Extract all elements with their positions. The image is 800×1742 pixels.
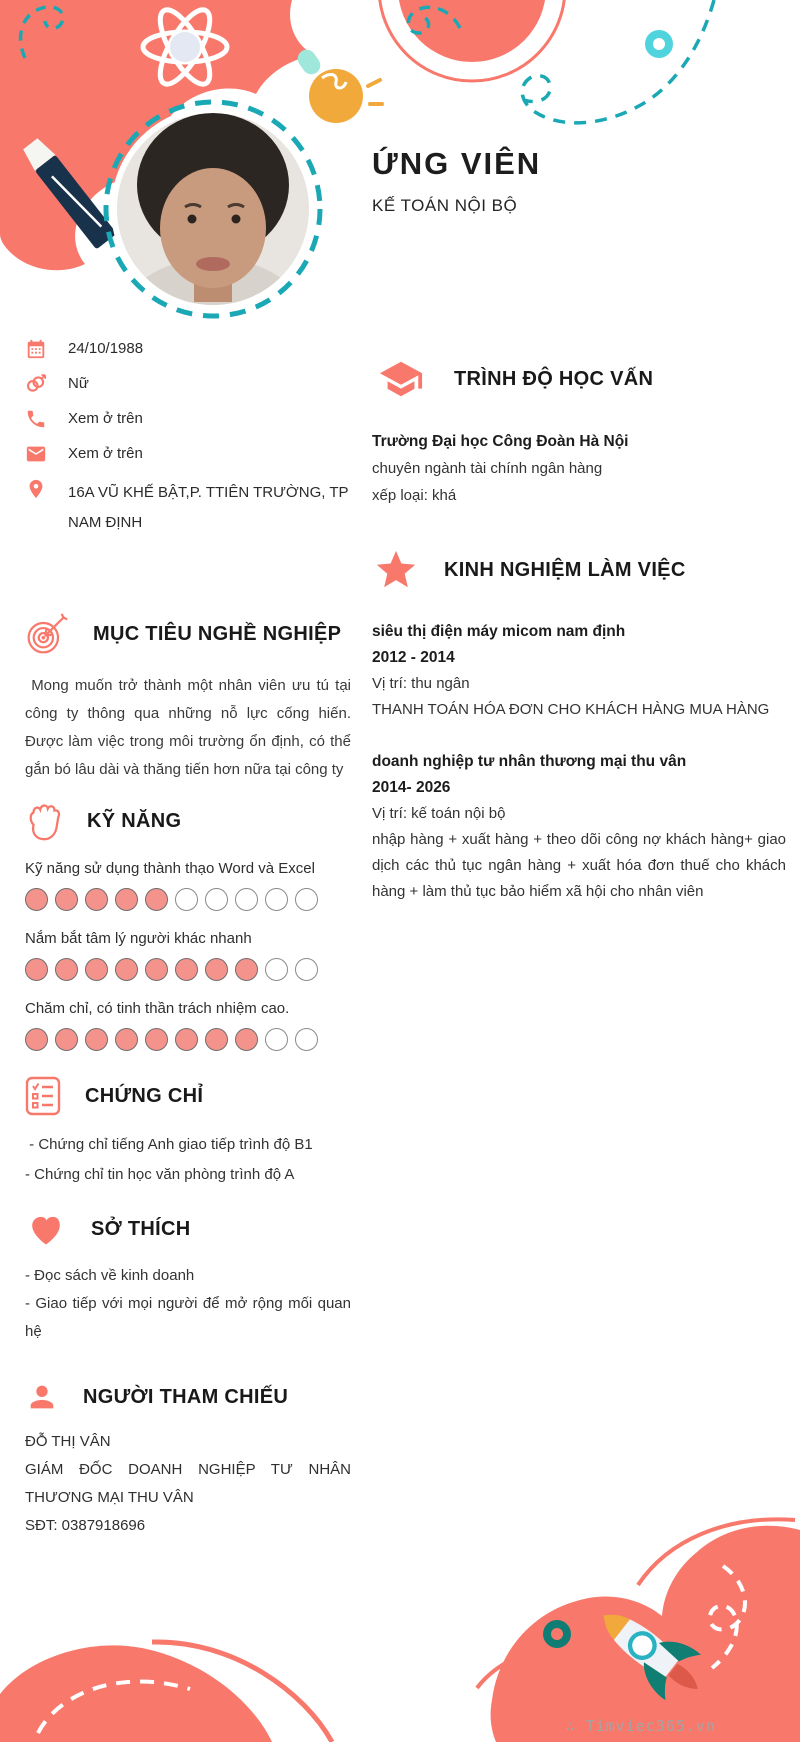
reference-heading: NGƯỜI THAM CHIẾU (83, 1385, 289, 1408)
skills-heading: KỸ NĂNG (87, 809, 182, 832)
target-icon (25, 612, 69, 656)
certificate-item: - Chứng chỉ tiếng Anh giao tiếp trình độ B1 (25, 1136, 313, 1153)
skill-dot (295, 888, 318, 911)
skill-dot (55, 958, 78, 981)
job-item (372, 749, 786, 905)
skill-dot (25, 958, 48, 981)
certificates-heading: CHỨNG CHỈ (85, 1084, 204, 1107)
teal-donut (649, 34, 669, 54)
skill-item (25, 860, 351, 912)
skill-dot (235, 1028, 258, 1051)
lightbulb-icon (294, 46, 382, 123)
section-skills (25, 800, 351, 1052)
skill-dot (205, 1028, 228, 1051)
birthday-value: 24/10/1988 (68, 340, 144, 357)
graduation-cap-icon (372, 356, 430, 402)
phone-value: Xem ở trên (68, 410, 143, 427)
reference-position: GIÁM ĐỐC DOANH NGHIỆP TƯ NHÂN THƯƠNG MẠI THU VÂN (25, 1461, 351, 1506)
heart-icon (25, 1210, 67, 1248)
skill-level-dots (25, 1028, 351, 1052)
skill-dot (25, 1028, 48, 1051)
info-item-address (25, 478, 351, 538)
objective-text: Mong muốn trở thành một nhân viên ưu tú tại công ty thông qua những nỗ lực cống hiến. Được làm việc trong môi trường ổn định, có thể gắn bó lâu dài và thăng tiến hơn nữa tại công ty (25, 677, 356, 778)
skill-dot (55, 1028, 78, 1051)
skill-dot (115, 958, 138, 981)
section-education (372, 356, 786, 509)
section-reference (25, 1380, 351, 1540)
job-company: siêu thị điện máy micom nam định (372, 623, 626, 640)
hobby-item: - Đọc sách về kinh doanh (25, 1267, 195, 1284)
section-certificates (25, 1076, 351, 1190)
gender-value: Nữ (68, 375, 89, 392)
skill-item (25, 930, 351, 982)
right-column (372, 356, 786, 905)
skill-label: Kỹ năng sử dụng thành thạo Word và Excel (25, 860, 315, 877)
skill-label: Chăm chỉ, có tinh thần trách nhiệm cao. (25, 1000, 290, 1017)
job-description: THANH TOÁN HÓA ĐƠN CHO KHÁCH HÀNG MUA HÀNG (372, 701, 770, 718)
skill-dot (295, 958, 318, 981)
reference-phone: SĐT: 0387918696 (25, 1517, 146, 1534)
phone-icon (25, 408, 47, 430)
certificate-item: - Chứng chỉ tin học văn phòng trình độ A (25, 1166, 295, 1183)
hobby-item: - Giao tiếp với mọi người để mở rộng mối quan hệ (25, 1295, 351, 1340)
skill-dot (85, 888, 108, 911)
skill-dot (265, 1028, 288, 1051)
skill-dot (235, 958, 258, 981)
gender-icon (25, 373, 47, 395)
skill-dot (175, 888, 198, 911)
skill-dot (85, 958, 108, 981)
skill-level-dots (25, 958, 351, 982)
skill-dot (145, 958, 168, 981)
info-item-gender (25, 373, 351, 395)
section-hobbies (25, 1210, 351, 1346)
education-grade: xếp loại: khá (372, 487, 457, 504)
job-period: 2014- 2026 (372, 779, 451, 796)
experience-heading: KINH NGHIỆM LÀM VIỆC (444, 558, 686, 581)
skill-dot (205, 888, 228, 911)
skill-dot (175, 958, 198, 981)
skill-level-dots (25, 888, 351, 912)
hero (372, 146, 541, 216)
skill-dot (115, 1028, 138, 1051)
personal-info-list (25, 338, 351, 538)
footer-brand[interactable]: ∴ Timviec365.vn (565, 1717, 716, 1735)
job-item (372, 619, 786, 723)
skill-dot (145, 1028, 168, 1051)
skill-dot (295, 1028, 318, 1051)
skill-dot (265, 888, 288, 911)
email-icon (25, 443, 47, 465)
address-value: 16A VŨ KHẾ BẬT,P. TTIÊN TRƯỜNG, TP NAM ĐỊNH (68, 484, 349, 531)
reference-name: ĐỖ THỊ VÂN (25, 1433, 111, 1450)
email-value: Xem ở trên (68, 445, 143, 462)
objective-heading: MỤC TIÊU NGHỀ NGHIỆP (93, 622, 342, 645)
left-column (25, 338, 356, 1540)
skill-dot (85, 1028, 108, 1051)
skill-dot (235, 888, 258, 911)
education-major: chuyên ngành tài chính ngân hàng (372, 460, 603, 477)
job-position: Vị trí: kế toán nội bộ (372, 805, 506, 822)
skill-dot (175, 1028, 198, 1051)
hand-icon (25, 800, 63, 842)
dashed-swirl (522, 0, 714, 123)
section-objective (25, 612, 356, 784)
job-description: nhập hàng + xuất hàng + theo dõi công nợ khách hàng+ giao dịch các thủ tục ngân hàng + xuất hóa đơn thuế cho khách hàng + làm thủ tục bảo hiểm xã hội cho nhân viên (372, 831, 786, 900)
education-school: Trường Đại học Công Đoàn Hà Nội (372, 433, 629, 450)
skill-item (25, 1000, 351, 1052)
info-item-birthday (25, 338, 351, 360)
hobbies-heading: SỞ THÍCH (91, 1217, 191, 1240)
skill-dot (55, 888, 78, 911)
education-heading: TRÌNH ĐỘ HỌC VẤN (454, 367, 654, 390)
info-item-phone (25, 408, 351, 430)
calendar-icon (25, 338, 47, 360)
skill-label: Nắm bắt tâm lý người khác nhanh (25, 930, 252, 947)
page-subtitle: KẾ TOÁN NỘI BỘ (372, 196, 518, 215)
job-company: doanh nghiệp tư nhân thương mại thu vân (372, 753, 687, 770)
job-period: 2012 - 2014 (372, 649, 455, 666)
skill-dot (145, 888, 168, 911)
location-icon (25, 478, 47, 500)
skill-dot (265, 958, 288, 981)
skill-dot (25, 888, 48, 911)
job-position: Vị trí: thu ngân (372, 675, 470, 692)
info-item-email (25, 443, 351, 465)
star-icon (372, 547, 420, 593)
person-icon (25, 1380, 59, 1414)
checklist-icon (25, 1076, 61, 1116)
section-experience (372, 547, 786, 905)
skill-dot (115, 888, 138, 911)
skill-dot (205, 958, 228, 981)
page-title: ỨNG VIÊN (372, 146, 542, 181)
